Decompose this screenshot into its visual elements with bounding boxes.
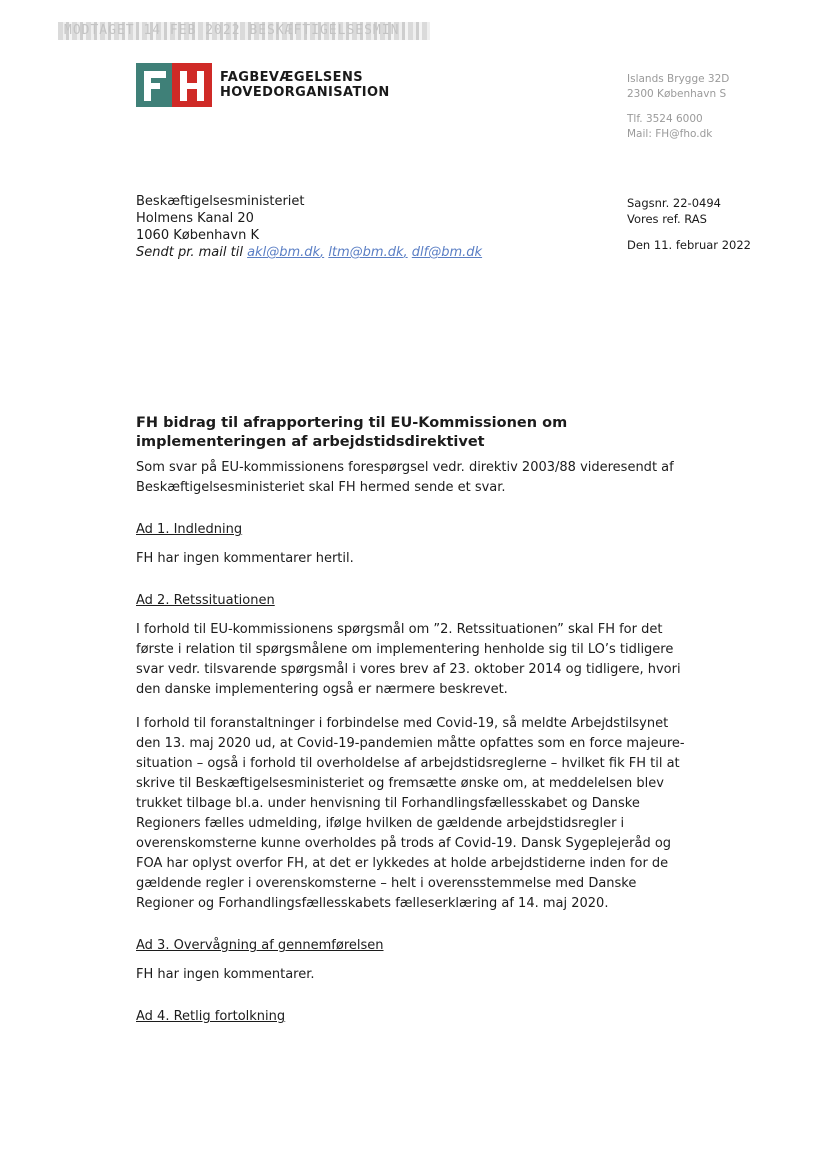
email-link-akl[interactable]: akl@bm.dk [247, 245, 321, 260]
letter-body [136, 414, 696, 1036]
received-stamp [58, 22, 430, 40]
email-contact: Mail: FH@fho.dk [627, 128, 713, 140]
section-2-heading: Ad 2. Retssituationen [136, 593, 275, 608]
organization-name [220, 70, 390, 100]
address-city: 2300 København S [627, 88, 727, 100]
org-name-line2: HOVEDORGANISATION [220, 85, 390, 100]
logo-letter-h [172, 63, 212, 107]
recipient-street: Holmens Kanal 20 [136, 211, 254, 226]
intro-paragraph: Som svar på EU-kommissionens forespørgsel vedr. direktiv 2003/88 videresendt af Beskæftigelsesministeriet skal FH hermed sende et svar. [136, 460, 674, 495]
case-number: Sagsnr. 22-0494 [627, 196, 721, 210]
section-3-text: FH har ingen kommentarer. [136, 967, 315, 982]
fh-logo [136, 63, 212, 107]
email-link-ltm[interactable]: ltm@bm.dk [328, 245, 404, 260]
email-link-dlf[interactable]: dlf@bm.dk [411, 245, 483, 260]
recipient-block [136, 193, 482, 261]
phone-number: Tlf. 3524 6000 [627, 113, 703, 125]
letter-meta [627, 195, 751, 253]
section-4-heading: Ad 4. Retlig fortolkning [136, 1009, 286, 1024]
section-1-heading: Ad 1. Indledning [136, 522, 243, 537]
reference: Vores ref. RAS [627, 212, 707, 226]
section-2-paragraph-2: I forhold til foranstaltninger i forbindelse med Covid-19, så meldte Arbejdstilsynet den 13. maj 2020 ud, at Covid-19-pandemien måtte opfattes som en force majeure-situation – også i forhold til overholdelse af arbejdstidsreglerne – hvilket fik FH til at skrive til Beskæftigelsesministeriet og fremsætte ønske om, at meddelelsen blev trukket tilbage bl.a. under henvisning til Forhandlingsfællesskabet og Danske Regioners fælles udmelding, ifølge hvilken de gældende arbejdstidsregler i overenskomsterne kunne overholdes på trods af Covid-19. Dansk Sygeplejeråd og FOA har oplyst overfor FH, at det er lykkedes at holde arbejdstiderne inden for de gældende regler i overenskomsterne – helt i overensstemmelse med Danske Regioner og Forhandlingsfællesskabets fælleserklæring af 14. maj 2020. [136, 716, 685, 911]
section-1-text: FH har ingen kommentarer hertil. [136, 551, 354, 566]
recipient-city: 1060 København K [136, 228, 259, 243]
stamp-text: MODTAGET 14 FEB 2022 BESKÆFTIGELSESMIN [64, 23, 400, 38]
section-2-paragraph-1: I forhold til EU-kommissionens spørgsmål om ”2. Retssituationen” skal FH for det første i relation til spørgsmålene om implementering henholde sig til LO’s tidligere svar vedr. tilsvarende spørgsmål i vores brev af 23. oktober 2014 og tidligere, hvori den danske implementering også er nærmere beskrevet. [136, 622, 681, 697]
sender-address [627, 72, 729, 142]
letter-date: Den 11. februar 2022 [627, 238, 751, 252]
sent-prefix: Sendt pr. mail til [136, 245, 243, 260]
recipient-name: Beskæftigelsesministeriet [136, 194, 305, 209]
section-3-heading: Ad 3. Overvågning af gennemførelsen [136, 938, 384, 953]
address-street: Islands Brygge 32D [627, 73, 730, 85]
letter-title: FH bidrag til afrapportering til EU-Kommissionen om implementeringen af arbejdstidsdirektivet [136, 415, 568, 450]
logo-letter-f [136, 63, 172, 107]
org-name-line1: FAGBEVÆGELSENS [220, 70, 363, 85]
sent-by-mail-line: Sendt pr. mail til akl@bm.dk, ltm@bm.dk, dlf@bm.dk [136, 245, 483, 260]
